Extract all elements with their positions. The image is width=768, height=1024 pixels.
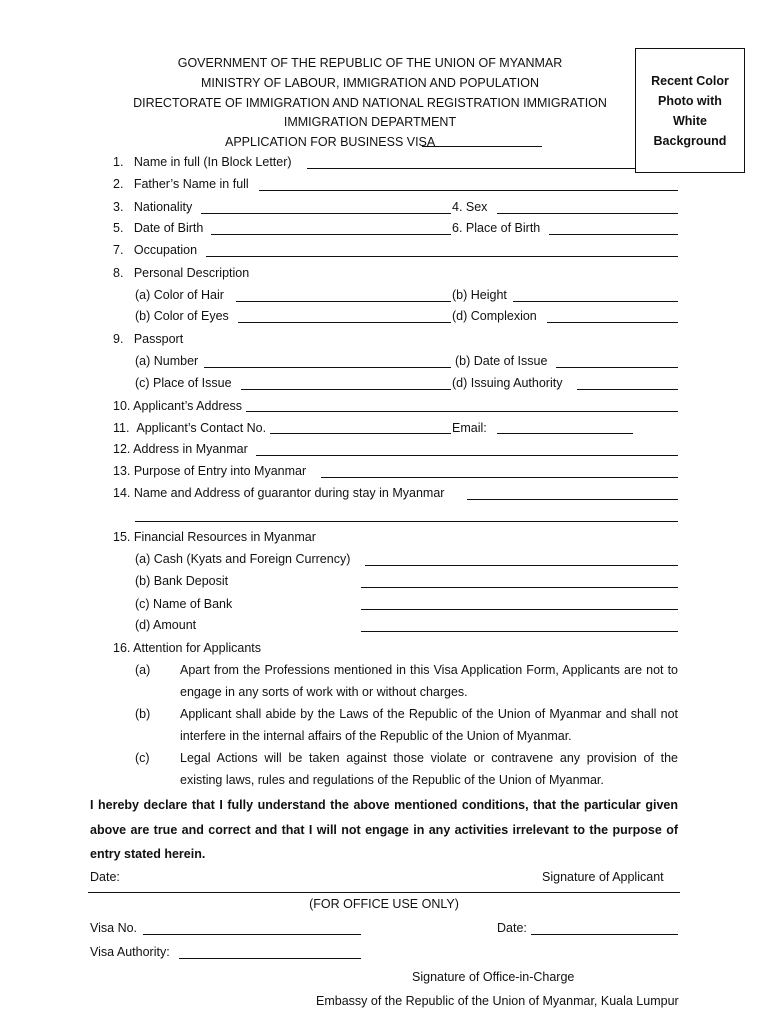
office-date-label: Date: <box>497 921 527 935</box>
visa-no-label: Visa No. <box>90 921 138 935</box>
attention-c-text: Legal Actions will be taken against those violate or contravene any provision of the existing laws, rules and regulations of the Republic of the Union of Myanmar. <box>180 751 678 787</box>
field-occupation-line[interactable] <box>206 256 678 257</box>
form-title: APPLICATION FOR BUSINESS VISA <box>225 135 436 149</box>
date-label: Date: <box>90 870 120 884</box>
field-myanmar-address-line[interactable] <box>256 455 678 456</box>
field-dob-line[interactable] <box>211 234 451 235</box>
header-directorate: DIRECTORATE OF IMMIGRATION AND NATIONAL REGISTRATION IMMIGRATION <box>133 96 607 110</box>
visa-authority-line[interactable] <box>179 958 361 959</box>
field-occupation-label: 7. Occupation <box>113 243 198 257</box>
visa-no-line[interactable] <box>143 934 361 935</box>
field-sex-line[interactable] <box>497 213 678 214</box>
field-nationality-label: 3. Nationality <box>113 200 193 214</box>
field-issuing-authority-line[interactable] <box>577 389 678 390</box>
field-hair-line[interactable] <box>236 301 451 302</box>
office-date-line[interactable] <box>531 934 678 935</box>
field-pob-label: 6. Place of Birth <box>452 221 541 235</box>
declaration-text: I hereby declare that I fully understand the above mentioned conditions, that the particular given above are true and correct and that I will not engage in any activities irrelevant to the purpose of entry stated herein. <box>90 798 678 861</box>
field-name-label: 1. Name in full (In Block Letter) <box>113 155 292 169</box>
section-attention: 16. Attention for Applicants <box>113 641 262 655</box>
field-issue-place-line[interactable] <box>241 389 451 390</box>
field-father-name-line[interactable] <box>259 190 678 191</box>
field-issue-place-label: (c) Place of Issue <box>135 376 232 390</box>
field-height-line[interactable] <box>513 301 678 302</box>
field-pob-line[interactable] <box>549 234 678 235</box>
field-complexion-line[interactable] <box>547 322 678 323</box>
attention-b-text: Applicant shall abide by the Laws of the Republic of the Union of Myanmar and shall not interfere in the internal affairs of the Republic of the Union of Myanmar. <box>180 707 678 743</box>
field-address-line[interactable] <box>246 411 678 412</box>
field-issue-date-label: (b) Date of Issue <box>455 354 548 368</box>
field-hair-label: (a) Color of Hair <box>135 288 224 302</box>
field-sex-label: 4. Sex <box>452 200 488 214</box>
field-cash-line[interactable] <box>365 565 678 566</box>
visa-type-line[interactable] <box>422 146 542 147</box>
field-amount-label: (d) Amount <box>135 618 197 632</box>
field-myanmar-address-label: 12. Address in Myanmar <box>113 442 248 456</box>
signature-office-label: Signature of Office-in-Charge <box>412 970 575 984</box>
embassy-label: Embassy of the Republic of the Union of Myanmar, Kuala Lumpur <box>316 994 679 1008</box>
field-guarantor-line-2[interactable] <box>135 521 678 522</box>
photo-box-label: Recent Color Photo with White Background <box>651 73 729 148</box>
field-bank-deposit-line[interactable] <box>361 587 678 588</box>
field-complexion-label: (d) Complexion <box>452 309 537 323</box>
field-purpose-label: 13. Purpose of Entry into Myanmar <box>113 464 307 478</box>
field-passport-number-line[interactable] <box>204 367 451 368</box>
field-cash-label: (a) Cash (Kyats and Foreign Currency) <box>135 552 351 566</box>
field-amount-line[interactable] <box>361 631 678 632</box>
field-contact-line[interactable] <box>270 433 451 434</box>
header-department: IMMIGRATION DEPARTMENT <box>283 115 457 129</box>
attention-b-label: (b) <box>135 707 151 721</box>
field-height-label: (b) Height <box>452 288 507 302</box>
field-eyes-line[interactable] <box>238 322 451 323</box>
section-divider <box>88 892 680 893</box>
attention-c-label: (c) <box>135 751 150 765</box>
field-passport-number-label: (a) Number <box>135 354 199 368</box>
field-name-line[interactable] <box>307 168 635 169</box>
attention-a-label: (a) <box>135 663 151 677</box>
field-issuing-authority-label: (d) Issuing Authority <box>452 376 563 390</box>
section-passport: 9. Passport <box>113 332 184 346</box>
field-address-label: 10. Applicant’s Address <box>113 399 243 413</box>
section-financial-resources: 15. Financial Resources in Myanmar <box>113 530 316 544</box>
field-eyes-label: (b) Color of Eyes <box>135 309 229 323</box>
field-contact-label: 11. Applicant’s Contact No. <box>113 421 267 435</box>
signature-applicant-label: Signature of Applicant <box>542 870 664 884</box>
field-bank-name-label: (c) Name of Bank <box>135 597 233 611</box>
attention-a-text: Apart from the Professions mentioned in this Visa Application Form, Applicants are not to engage in any sorts of work with or without charges. <box>180 663 678 699</box>
field-bank-name-line[interactable] <box>361 609 678 610</box>
header-ministry: MINISTRY OF LABOUR, IMMIGRATION AND POPULATION <box>200 76 539 90</box>
field-guarantor-label: 14. Name and Address of guarantor during stay in Myanmar <box>113 486 445 500</box>
field-nationality-line[interactable] <box>201 213 451 214</box>
visa-authority-label: Visa Authority: <box>90 945 170 959</box>
field-email-line[interactable] <box>497 433 633 434</box>
section-personal-description: 8. Personal Description <box>113 266 250 280</box>
field-father-name-label: 2. Father’s Name in full <box>113 177 249 191</box>
field-issue-date-line[interactable] <box>556 367 678 368</box>
field-guarantor-line[interactable] <box>467 499 678 500</box>
field-dob-label: 5. Date of Birth <box>113 221 204 235</box>
photo-box[interactable] <box>635 48 745 173</box>
office-use-title: (FOR OFFICE USE ONLY) <box>309 897 459 911</box>
field-email-label: Email: <box>452 421 487 435</box>
header-government: GOVERNMENT OF THE REPUBLIC OF THE UNION OF MYANMAR <box>177 56 563 70</box>
field-bank-deposit-label: (b) Bank Deposit <box>135 574 229 588</box>
field-purpose-line[interactable] <box>321 477 678 478</box>
